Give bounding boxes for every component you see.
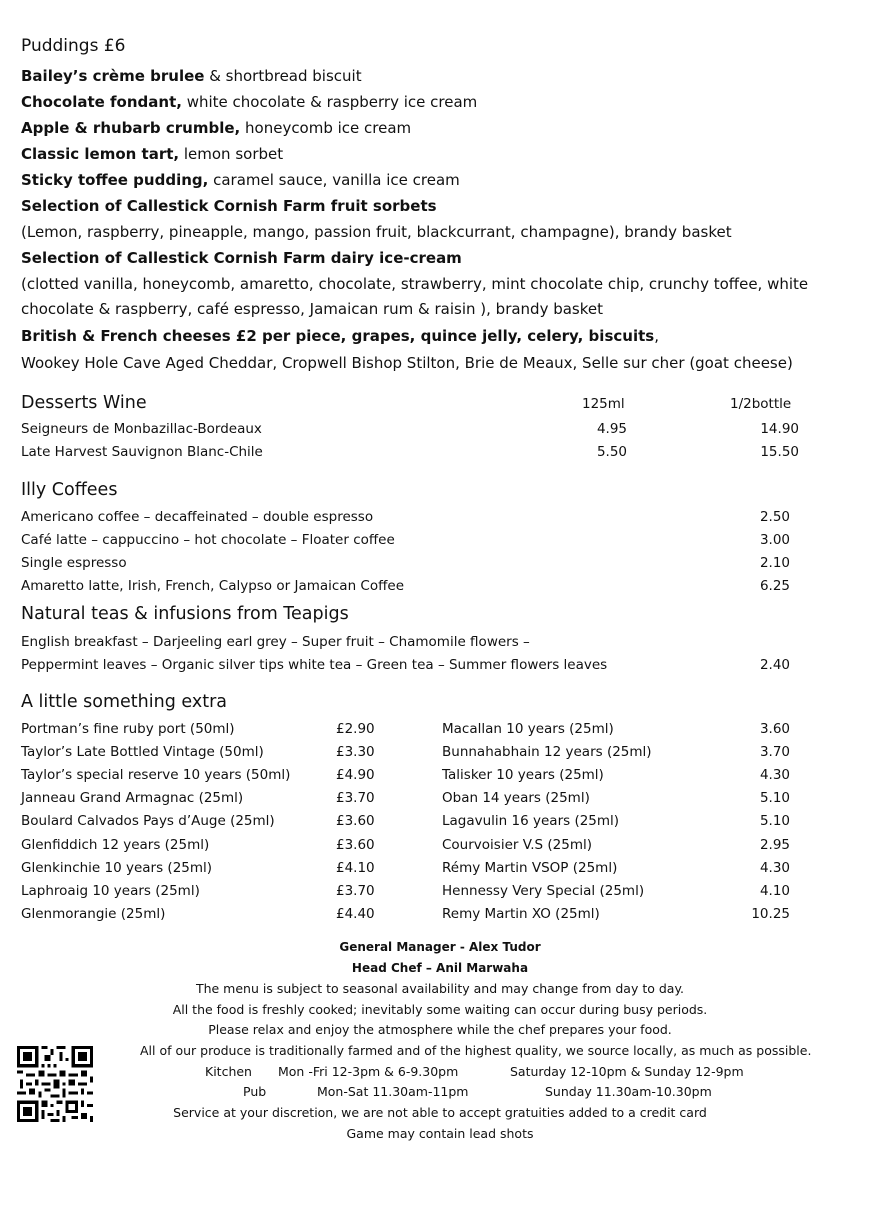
spirit-price: £2.90 (336, 721, 375, 737)
spirit-name: Janneau Grand Armagnac (25ml) (21, 790, 244, 807)
spirit-price: £3.30 (336, 744, 375, 761)
pudding-name: Apple & rhubarb crumble, (21, 119, 241, 137)
spirit-price: 4.10 (759, 882, 790, 899)
kitchen-weekend-hours: Saturday 12-10pm & Sunday 12-9pm (510, 1064, 744, 1079)
coffee-name: Amaretto latte, Irish, French, Calypso or Jamaican Coffee (21, 578, 405, 594)
coffee-name: Single espresso (21, 555, 127, 571)
game-note: Game may contain lead shots (346, 1126, 534, 1141)
pub-sunday-hours: Sunday 11.30am-10.30pm (545, 1084, 712, 1099)
spirit-name: Hennessy Very Special (25ml) (442, 882, 645, 899)
pudding-description: honeycomb ice cream (240, 119, 412, 137)
pudding-item (21, 171, 460, 189)
spirit-name: Remy Martin XO (25ml) (442, 905, 600, 922)
spirit-price: 4.30 (759, 767, 790, 784)
dessert-wine-col-glass: 125ml (582, 396, 625, 412)
coffee-name: Americano coffee – decaffeinated – double espresso (21, 509, 374, 525)
spirit-price: 3.60 (759, 721, 790, 737)
spirit-price: 4.30 (759, 859, 790, 876)
spirit-name: Courvoisier V.S (25ml) (442, 836, 592, 853)
wine-glass-price: 4.95 (596, 421, 627, 437)
spirit-name: Taylor’s Late Bottled Vintage (50ml) (21, 744, 264, 761)
dessert-wine-title: Desserts Wine (21, 393, 147, 413)
spirit-name: Glenmorangie (25ml) (21, 905, 166, 922)
spirit-price: £4.40 (336, 905, 375, 922)
cheese-comma: , (654, 327, 659, 345)
wine-name: Seigneurs de Monbazillac-Bordeaux (21, 421, 262, 437)
icecream-line-1: (clotted vanilla, honeycomb, amaretto, chocolate, strawberry, mint chocolate chip, crunchy toffee, white (21, 275, 809, 293)
teas-title: Natural teas & infusions from Teapigs (21, 604, 349, 624)
pub-label: Pub (243, 1084, 267, 1099)
service-note: Service at your discretion, we are not able to accept gratuities added to a credit card (173, 1105, 707, 1120)
footer-line-4: All of our produce is traditionally farmed and of the highest quality, we source locally, as much as possible. (140, 1043, 812, 1058)
kitchen-label: Kitchen (205, 1064, 252, 1079)
spirit-price: £3.70 (336, 882, 375, 899)
kitchen-weekday-hours: Mon -Fri 12-3pm & 6-9.30pm (278, 1064, 459, 1079)
spirit-name: Boulard Calvados Pays d’Auge (25ml) (21, 813, 275, 830)
footer-line-1: The menu is subject to seasonal availability and may change from day to day. (195, 981, 685, 996)
pudding-item (21, 93, 477, 111)
qr-code[interactable] (17, 1046, 93, 1122)
cheese-heading (21, 327, 659, 345)
spirit-name: Bunnahabhain 12 years (25ml) (442, 744, 652, 761)
coffee-price: 6.25 (759, 578, 790, 594)
pudding-name: Classic lemon tart, (21, 145, 180, 163)
pudding-name: Selection of Callestick Cornish Farm fruit sorbets (21, 197, 437, 215)
pub-weekday-hours: Mon-Sat 11.30am-11pm (317, 1084, 469, 1099)
pudding-description: white chocolate & raspberry ice cream (181, 93, 478, 111)
footer-line-2: All the food is freshly cooked; inevitably some waiting can occur during busy periods. (172, 1002, 708, 1017)
spirit-price: £3.60 (336, 813, 375, 830)
pudding-description: lemon sorbet (179, 145, 284, 163)
sorbets-line: (Lemon, raspberry, pineapple, mango, passion fruit, blackcurrant, champagne), brandy basket (21, 223, 732, 241)
cheese-line: Wookey Hole Cave Aged Cheddar, Cropwell Bishop Stilton, Brie de Meaux, Selle sur cher (goat cheese) (21, 354, 793, 372)
pudding-name: Chocolate fondant, (21, 93, 182, 111)
puddings-title: Puddings £6 (21, 36, 126, 56)
coffee-price: 2.10 (759, 555, 790, 571)
cheese-name: British & French cheeses £2 per piece, grapes, quince jelly, celery, biscuits (21, 327, 655, 345)
icecream-name: Selection of Callestick Cornish Farm dairy ice-cream (21, 249, 462, 267)
spirit-name: Portman’s fine ruby port (50ml) (21, 721, 235, 737)
spirit-price: £3.70 (336, 790, 375, 807)
spirit-price: 3.70 (759, 744, 790, 761)
coffee-price: 3.00 (759, 532, 790, 548)
footer-line-3: Please relax and enjoy the atmosphere while the chef prepares your food. (208, 1022, 672, 1037)
pudding-description: & shortbread biscuit (204, 67, 362, 85)
pudding-name: Bailey’s crème brulee (21, 67, 205, 85)
pudding-item (21, 67, 362, 85)
spirit-price: £4.90 (336, 767, 375, 784)
extra-title: A little something extra (21, 692, 227, 712)
pudding-item (21, 197, 437, 215)
pudding-item (21, 119, 411, 137)
coffee-name: Café latte – cappuccino – hot chocolate – Floater coffee (21, 532, 395, 548)
coffee-price: 2.50 (759, 509, 790, 525)
icecream-line-2: chocolate & raspberry, café espresso, Jamaican rum & raisin ), brandy basket (21, 300, 604, 318)
teas-line-2: Peppermint leaves – Organic silver tips white tea – Green tea – Summer flowers leaves (21, 657, 608, 673)
wine-half-price: 14.90 (760, 421, 799, 437)
head-chef: Head Chef – Anil Marwaha (351, 961, 529, 975)
spirit-name: Glenkinchie 10 years (25ml) (21, 859, 213, 876)
pudding-description: caramel sauce, vanilla ice cream (208, 171, 460, 189)
spirit-name: Oban 14 years (25ml) (442, 790, 590, 807)
spirit-name: Taylor’s special reserve 10 years (50ml) (21, 767, 291, 784)
spirit-price: 2.95 (759, 836, 790, 853)
spirit-name: Lagavulin 16 years (25ml) (442, 813, 620, 830)
spirit-price: 5.10 (759, 813, 790, 830)
spirit-price: £4.10 (336, 859, 375, 876)
dessert-wine-col-half: 1/2bottle (730, 396, 792, 412)
spirit-name: Rémy Martin VSOP (25ml) (442, 859, 618, 876)
spirit-name: Talisker 10 years (25ml) (442, 767, 604, 784)
pudding-name: Sticky toffee pudding, (21, 171, 209, 189)
wine-name: Late Harvest Sauvignon Blanc-Chile (21, 444, 263, 460)
spirit-name: Macallan 10 years (25ml) (442, 721, 614, 737)
teas-price: 2.40 (759, 657, 790, 673)
teas-line-1: English breakfast – Darjeeling earl grey – Super fruit – Chamomile flowers – (21, 634, 530, 650)
spirit-price: £3.60 (336, 836, 375, 853)
spirit-price: 5.10 (759, 790, 790, 807)
general-manager: General Manager - Alex Tudor (339, 940, 541, 954)
pudding-item (21, 145, 283, 163)
spirit-name: Laphroaig 10 years (25ml) (21, 882, 200, 899)
coffees-title: Illy Coffees (21, 480, 118, 500)
spirit-price: 10.25 (751, 905, 790, 922)
spirit-name: Glenfiddich 12 years (25ml) (21, 836, 210, 853)
wine-glass-price: 5.50 (596, 444, 627, 460)
wine-half-price: 15.50 (760, 444, 799, 460)
